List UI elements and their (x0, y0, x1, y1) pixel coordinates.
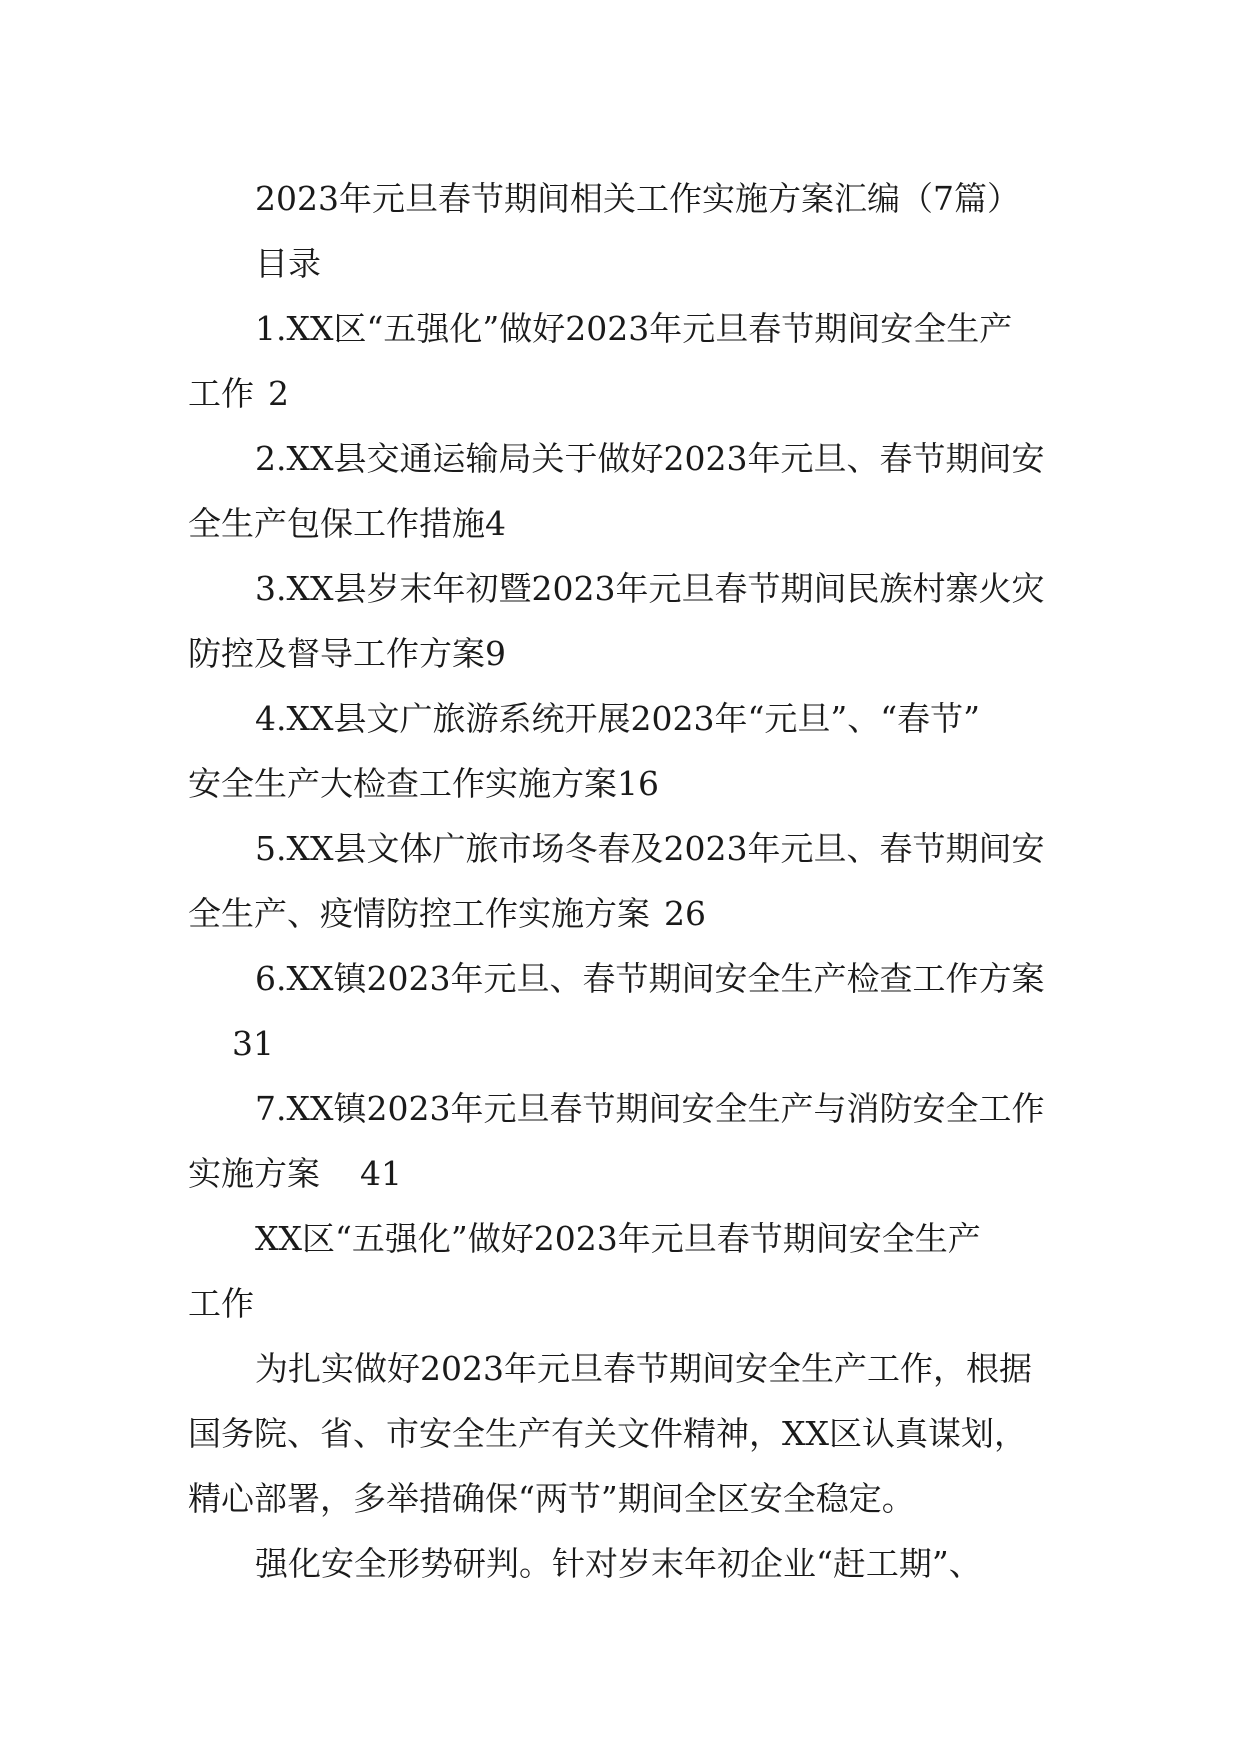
toc-page-number: 16 (617, 764, 659, 803)
toc-entry-5-cont[interactable] (188, 881, 1058, 946)
toc-heading: 目录 (255, 244, 321, 283)
document-title: 2023年元旦春节期间相关工作实施方案汇编（7篇） (255, 179, 1020, 218)
toc-page-number: 2 (268, 374, 289, 413)
toc-page-number: 4 (485, 504, 506, 543)
section-title: XX区“五强化”做好2023年元旦春节期间安全生产 (255, 1219, 981, 1258)
paragraph-2-line-1: 强化安全形势研判。针对岁末年初企业“赶工期”、 (255, 1544, 982, 1583)
toc-entry-3[interactable]: 3.XX县岁末年初暨2023年元旦春节期间民族村寨火灾 (255, 569, 1045, 608)
toc-entry-text: 全生产包保工作措施 (188, 504, 485, 543)
toc-entry-3-cont[interactable] (188, 621, 1058, 686)
toc-page-number: 41 (360, 1154, 402, 1193)
toc-entry-6[interactable]: 6.XX镇2023年元旦、春节期间安全生产检查工作方案 (255, 959, 1045, 998)
toc-entry-text: 实施方案 (188, 1154, 320, 1193)
section-title-cont: 工作 (188, 1284, 254, 1323)
toc-entry-2[interactable]: 2.XX县交通运输局关于做好2023年元旦、春节期间安 (255, 439, 1045, 478)
toc-entry-1[interactable]: 1.XX区“五强化”做好2023年元旦春节期间安全生产 (255, 309, 1013, 348)
toc-entry-text: 防控及督导工作方案 (188, 634, 485, 673)
toc-entry-4[interactable]: 4.XX县文广旅游系统开展2023年“元旦”、“春节” (255, 699, 980, 738)
paragraph-1-line-1: 为扎实做好2023年元旦春节期间安全生产工作，根据 (255, 1349, 1032, 1388)
toc-entry-6-cont[interactable] (188, 1011, 1058, 1076)
toc-entry-7-cont[interactable] (188, 1141, 1058, 1206)
toc-page-number: 9 (485, 634, 506, 673)
toc-page-number: 31 (232, 1024, 274, 1063)
document-body (188, 166, 1058, 1596)
paragraph-1-line-3: 精心部署，多举措确保“两节”期间全区安全稳定。 (188, 1479, 915, 1518)
paragraph-1-line-2: 国务院、省、市安全生产有关文件精神，XX区认真谋划， (188, 1414, 1027, 1453)
toc-entry-1-cont[interactable] (188, 361, 1058, 426)
toc-entry-2-cont[interactable] (188, 491, 1058, 556)
toc-entry-5[interactable]: 5.XX县文体广旅市场冬春及2023年元旦、春节期间安 (255, 829, 1045, 868)
toc-entry-text: 全生产、疫情防控工作实施方案 (188, 894, 650, 933)
toc-entry-7[interactable]: 7.XX镇2023年元旦春节期间安全生产与消防安全工作 (255, 1089, 1045, 1128)
toc-entry-4-cont[interactable] (188, 751, 1058, 816)
toc-entry-text: 安全生产大检查工作实施方案 (188, 764, 617, 803)
toc-page-number: 26 (664, 894, 706, 933)
toc-entry-text: 工作 (188, 374, 254, 413)
